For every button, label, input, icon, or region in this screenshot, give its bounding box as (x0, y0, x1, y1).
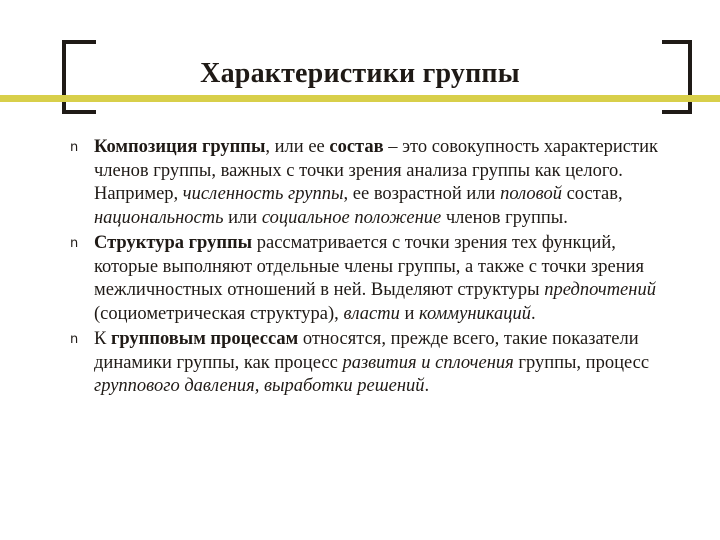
list-item-text: Композиция группы, или ее состав – это совокупность характеристик членов группы, важных с точки зрения анализа группы как целого. Например, численность группы, ее возрастной или половой состав, национальность или социальное положение членов группы. (94, 137, 658, 228)
list-item (68, 328, 676, 399)
page-title: Характеристики группы (200, 58, 520, 89)
list-item (68, 136, 676, 230)
bullet-list (68, 136, 676, 401)
bullet-marker-icon: n (70, 236, 79, 251)
title-area (0, 0, 720, 120)
list-item-text: К групповым процессам относятся, прежде всего, такие показатели динамики группы, как процесс развития и сплочения группы, процесс группового давления, выработки решений. (94, 329, 650, 396)
list-item (68, 232, 676, 326)
accent-bar (0, 95, 720, 102)
list-item-text: Структура группы рассматривается с точки зрения тех функций, которые выполняют отдельные члены группы, а также с точки зрения межличностных отношений в ней. Выделяют структуры предпочтений (социометрическая структура), власти и коммуникаций. (94, 233, 656, 324)
bullet-marker-icon: n (70, 140, 79, 155)
bullet-marker-icon: n (70, 332, 79, 347)
